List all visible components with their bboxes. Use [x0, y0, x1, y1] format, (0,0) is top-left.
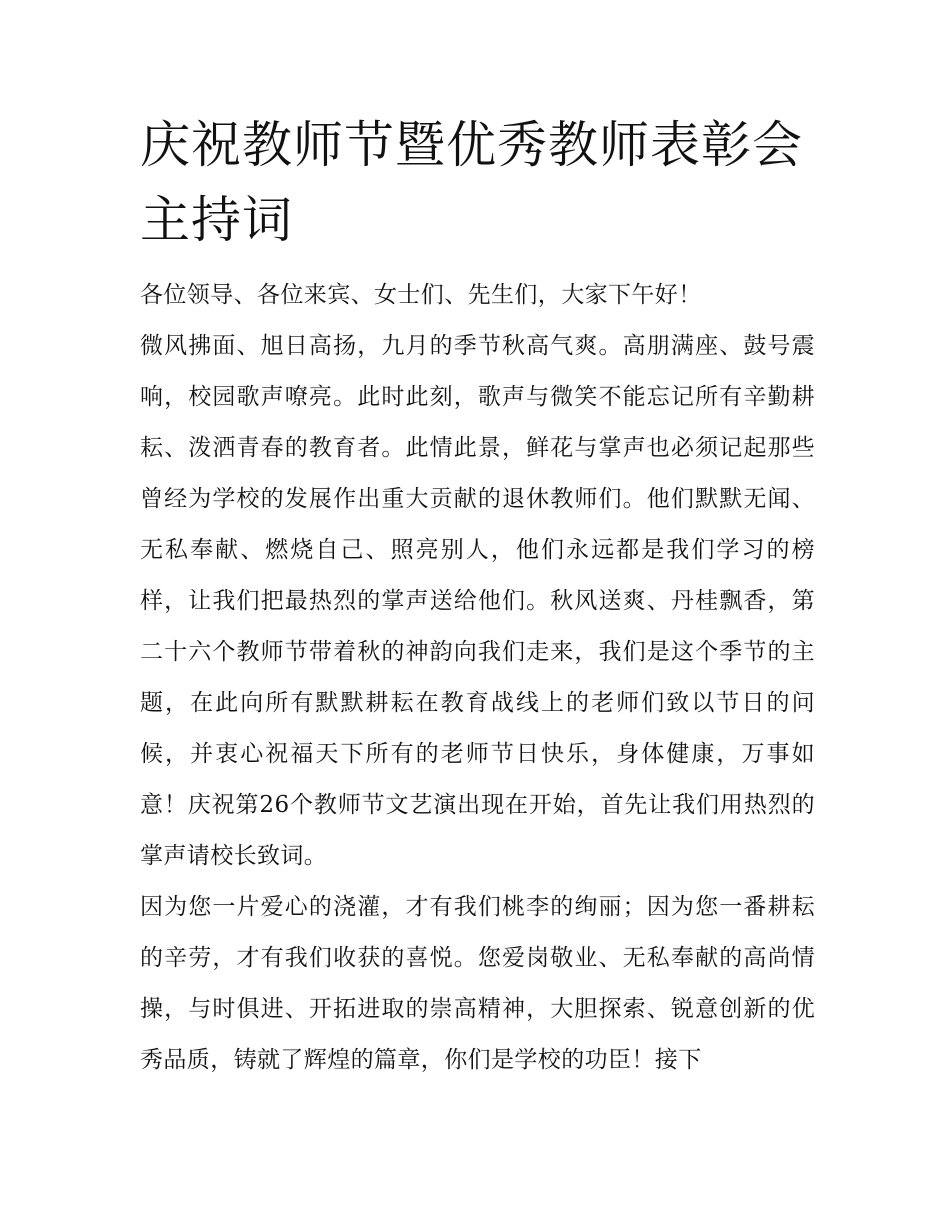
document-title: 庆祝教师节暨优秀教师表彰会主持词 [140, 116, 803, 249]
document-body [140, 270, 815, 1086]
paragraph-tribute: 因为您一片爱心的浇灌，才有我们桃李的绚丽；因为您一番耕耘的辛劳，才有我们收获的喜悦。您爱岗敬业、无私奉献的高尚情操，与时俱进、开拓进取的崇高精神，大胆探索、锐意创新的优秀品质，铸就了辉煌的篇章，你们是学校的功臣！接下 [140, 894, 815, 1073]
paragraph-greeting: 各位领导、各位来宾、女士们、先生们，大家下午好！ [140, 282, 702, 308]
paragraph-opening: 微风拂面、旭日高扬，九月的季节秋高气爽。高朋满座、鼓号震响，校园歌声嘹亮。此时此刻，歌声与微笑不能忘记所有辛勤耕耘、泼洒青春的教育者。此情此景，鲜花与掌声也必须记起那些曾经为学校的发展作出重大贡献的退休教师们。他们默默无闻、无私奉献、燃烧自己、照亮别人，他们永远都是我们学习的榜样，让我们把最热烈的掌声送给他们。秋风送爽、丹桂飘香，第二十六个教师节带着秋的神韵向我们走来，我们是这个季节的主题，在此向所有默默耕耘在教育战线上的老师们致以节日的问候，并衷心祝福天下所有的老师节日快乐，身体健康，万事如意！庆祝第26个教师节文艺演出现在开始，首先让我们用热烈的掌声请校长致词。 [140, 333, 815, 869]
document-page [140, 108, 815, 1086]
